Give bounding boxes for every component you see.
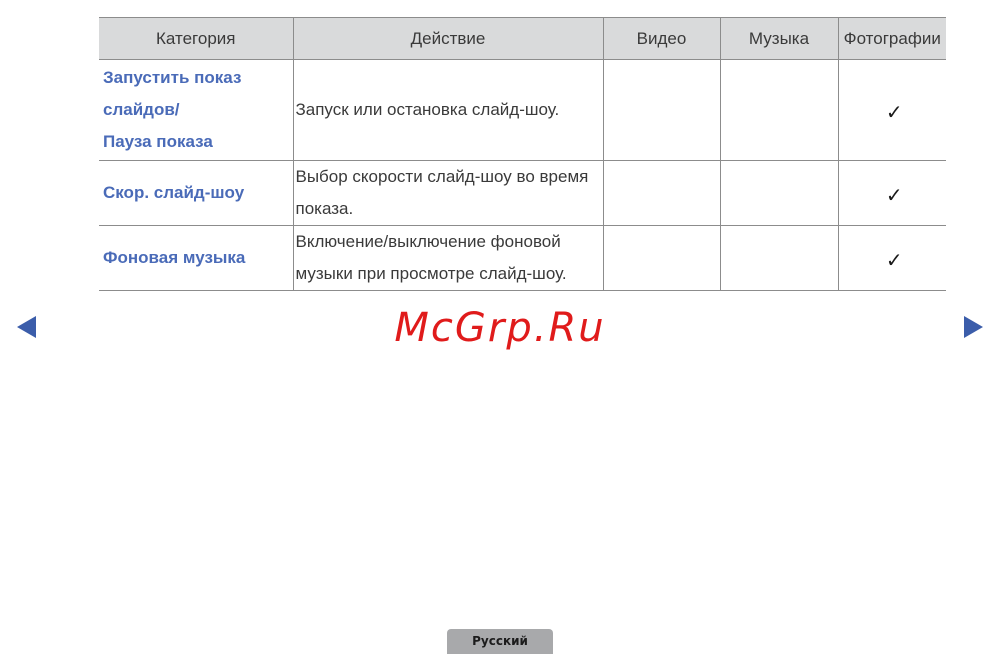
checkmark-icon: ✓ bbox=[885, 101, 903, 124]
video-cell bbox=[603, 60, 720, 161]
action-cell bbox=[293, 226, 603, 291]
category-cell bbox=[99, 161, 293, 226]
category-cell bbox=[99, 60, 293, 161]
action-text: Включение/выключение фоновой bbox=[295, 232, 561, 251]
action-text: музыки при просмотре слайд-шоу. bbox=[295, 264, 567, 283]
video-cell bbox=[603, 161, 720, 226]
action-text: показа. bbox=[295, 199, 354, 218]
table-row bbox=[99, 226, 946, 291]
category-label: Скор. слайд-шоу bbox=[103, 183, 245, 202]
checkmark-icon: ✓ bbox=[885, 249, 903, 272]
checkmark-icon: ✓ bbox=[885, 184, 903, 207]
header-action: Действие bbox=[293, 18, 603, 60]
action-text: Запуск или остановка слайд-шоу. bbox=[295, 100, 560, 119]
category-cell bbox=[99, 226, 293, 291]
action-text: Выбор скорости слайд-шоу во время bbox=[295, 167, 589, 186]
photos-cell bbox=[838, 161, 946, 226]
category-label: Запустить показ bbox=[103, 68, 242, 87]
header-category: Категория bbox=[99, 18, 293, 60]
watermark: McGrp.Ru bbox=[394, 305, 606, 351]
action-cell bbox=[293, 60, 603, 161]
header-video: Видео bbox=[603, 18, 720, 60]
video-cell bbox=[603, 226, 720, 291]
header-photos: Фотографии bbox=[838, 18, 946, 60]
language-tab: Русский bbox=[447, 629, 553, 654]
photos-cell bbox=[838, 226, 946, 291]
header-music: Музыка bbox=[720, 18, 838, 60]
feature-table bbox=[99, 17, 946, 291]
music-cell bbox=[720, 161, 838, 226]
category-label: Пауза показа bbox=[103, 132, 213, 151]
action-cell bbox=[293, 161, 603, 226]
table-row bbox=[99, 161, 946, 226]
category-label: Фоновая музыка bbox=[103, 248, 246, 267]
music-cell bbox=[720, 60, 838, 161]
music-cell bbox=[720, 226, 838, 291]
category-label: слайдов/ bbox=[103, 100, 180, 119]
table-row bbox=[99, 60, 946, 161]
photos-cell bbox=[838, 60, 946, 161]
table-header-row bbox=[99, 18, 946, 60]
